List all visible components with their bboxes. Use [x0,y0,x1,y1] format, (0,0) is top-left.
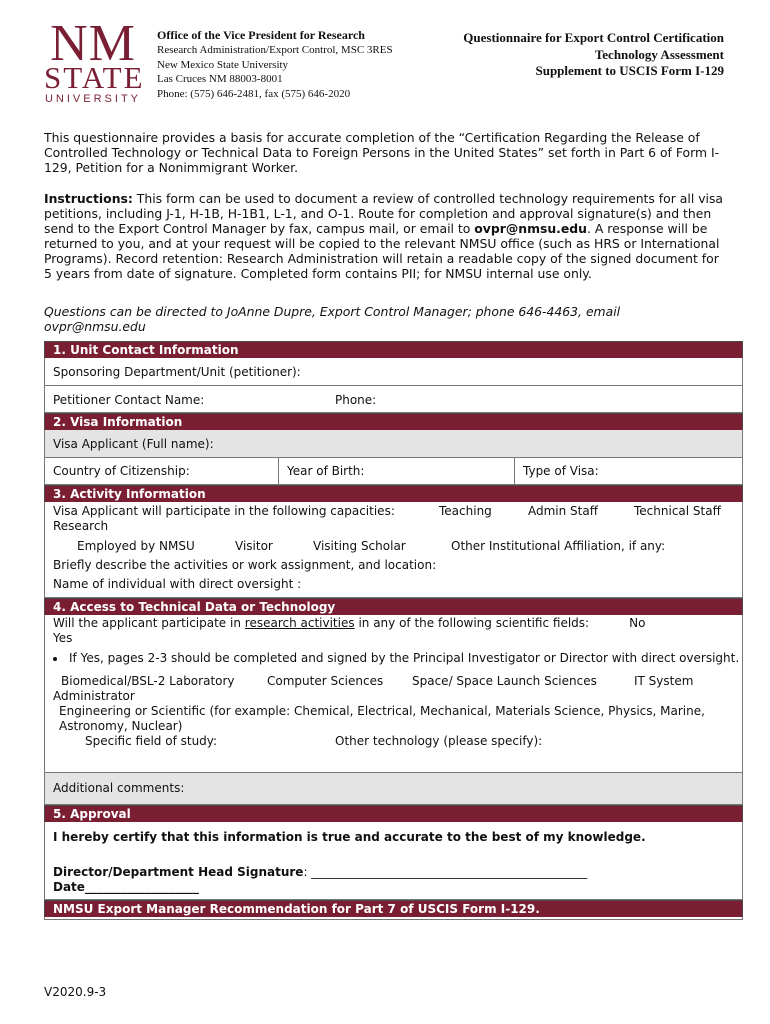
option-research[interactable]: Research [53,519,109,533]
describe-activities-label: Briefly describe the activities or work assignment, and location: [53,558,437,572]
date-field[interactable]: Date___________________ [53,880,199,894]
certify-statement: I hereby certify that this information is true and accurate to the best of my knowledge. [53,830,646,844]
citizenship-field[interactable] [45,458,279,484]
option-teaching[interactable]: Teaching [439,504,492,518]
logo-university: UNIVERSITY [44,93,141,105]
title-line-3: Supplement to USCIS Form I-129 [535,63,724,78]
office-line-1: Research Administration/Export Control, MSC 3RES [157,44,393,56]
option-other-affiliation[interactable]: Other Institutional Affiliation, if any: [451,539,666,553]
research-question-b: in any of the following scientific fields: [358,616,590,630]
logo-state: STATE [44,60,145,95]
approval-block [44,822,743,900]
title-line-1: Questionnaire for Export Control Certification [463,30,724,45]
capacities-label: Visa Applicant will participate in the following capacities: [53,504,395,518]
instructions-paragraph [44,191,724,281]
option-technical-staff[interactable]: Technical Staff [634,504,721,518]
field-space[interactable]: Space/ Space Launch Sciences [412,674,597,688]
additional-comments-label: Additional comments: [53,781,185,795]
birth-year-field[interactable] [279,458,515,484]
field-it-system[interactable]: IT System [634,674,694,688]
document-title [430,30,724,80]
yes-note: • If Yes, pages 2-3 should be completed and signed by the Principal Investigator or Director with direct oversight. [67,651,742,666]
signature-line: : ______________________________________________ [303,865,588,879]
visa-applicant-field[interactable] [44,430,743,458]
affiliation-row [53,539,742,554]
instructions-email-link[interactable]: ovpr@nmsu.edu [474,221,587,236]
instructions-text-b: . A response will be returned to you, and at your request will be copied to the relevant NMSU office (such as HRS or International Programs). Record retention: Research Administration will retain a readable copy of the signed document for 5 years from date of signature. Completed form contains PII; for NMSU internal use only. [44,221,720,281]
visa-applicant-label: Visa Applicant (Full name): [53,437,214,451]
office-line-4: Phone: (575) 646-2481, fax (575) 646-2020 [157,87,351,100]
research-question [53,616,742,631]
section-5-heading: 5. Approval [44,805,743,822]
logo-nm: NM [50,15,136,72]
contact-name-label: Petitioner Contact Name: [53,393,205,407]
contact-phone-label: Phone: [335,393,377,407]
technical-access-block [44,615,743,773]
option-visitor[interactable]: Visitor [235,539,273,553]
additional-comments-field[interactable] [44,773,743,805]
birth-year-label: Year of Birth: [287,464,365,478]
office-line-2: New Mexico State University [157,58,289,71]
office-title: Office of the Vice President for Research [157,28,365,42]
questionnaire-form [44,341,743,920]
signature-label: Director/Department Head Signature [53,865,304,879]
other-technology-label[interactable]: Other technology (please specify): [335,734,543,748]
specific-field-label[interactable]: Specific field of study: [85,734,218,748]
office-address [157,28,427,101]
instructions-label: Instructions: [44,191,133,206]
section-1-heading: 1. Unit Contact Information [44,341,743,358]
capacities-row [53,504,742,519]
option-employed-nmsu[interactable]: Employed by NMSU [77,539,195,553]
version-footer: V2020.9-3 [44,985,107,999]
title-line-2: Technology Assessment [594,46,724,62]
citizenship-row [44,458,743,485]
section-4-heading: 4. Access to Technical Data or Technology [44,598,743,615]
activity-info-block [44,502,743,598]
instructions-text-a: This form can be used to document a review of controlled technology requirements for all visa petitions, including J-1, H-1B, H-1B1, L-1, and O-1. Route for completion and approval signature(s) and then send to the Export Control Manager by fax, campus mail, or email to [44,191,724,236]
option-visiting-scholar[interactable]: Visiting Scholar [313,539,406,553]
section-2-heading: 2. Visa Information [44,413,743,430]
research-activities-link[interactable]: research activities [244,616,355,630]
field-biomedical[interactable]: Biomedical/BSL-2 Laboratory [61,674,235,688]
contact-name-row[interactable] [44,386,743,413]
visa-type-label: Type of Visa: [523,464,599,478]
signature-row[interactable] [53,865,742,880]
field-engineering[interactable]: Engineering or Scientific (for example: Chemical, Electrical, Mechanical, Materials Science, Physics, Marine, Astronomy, Nuclear) [59,704,705,733]
field-it-administrator: Administrator [53,689,135,703]
citizenship-label: Country of Citizenship: [53,464,190,478]
specific-field-row [53,734,742,749]
option-admin-staff[interactable]: Admin Staff [528,504,599,518]
fields-row [53,674,742,689]
yes-note-list [53,651,742,666]
option-yes[interactable]: Yes [53,631,73,645]
questions-contact: Questions can be directed to JoAnne Dupre, Export Control Manager; phone 646-4463, email ovpr@nmsu.edu [44,304,621,334]
option-no[interactable]: No [629,616,646,630]
recommendation-bottom [44,917,743,920]
oversight-label: Name of individual with direct oversight : [53,577,302,591]
recommendation-heading: NMSU Export Manager Recommendation for Part 7 of USCIS Form I-129. [44,900,743,917]
office-line-3: Las Cruces NM 88003-8001 [157,73,283,85]
visa-type-field[interactable] [515,458,742,484]
sponsoring-unit-label: Sponsoring Department/Unit (petitioner): [53,365,301,379]
nmsu-logo [44,15,145,105]
sponsoring-unit-field[interactable] [44,358,743,386]
intro-paragraph: This questionnaire provides a basis for accurate completion of the “Certification Regarding the Release of Controlled Technology or Technical Data to Foreign Persons in the United States” set forth in Part 6 of Form I-129, Petition for a Nonimmigrant Worker. [44,130,720,175]
section-3-heading: 3. Activity Information [44,485,743,502]
field-computer-sciences[interactable]: Computer Sciences [267,674,384,688]
research-question-a: Will the applicant participate in [53,616,241,630]
